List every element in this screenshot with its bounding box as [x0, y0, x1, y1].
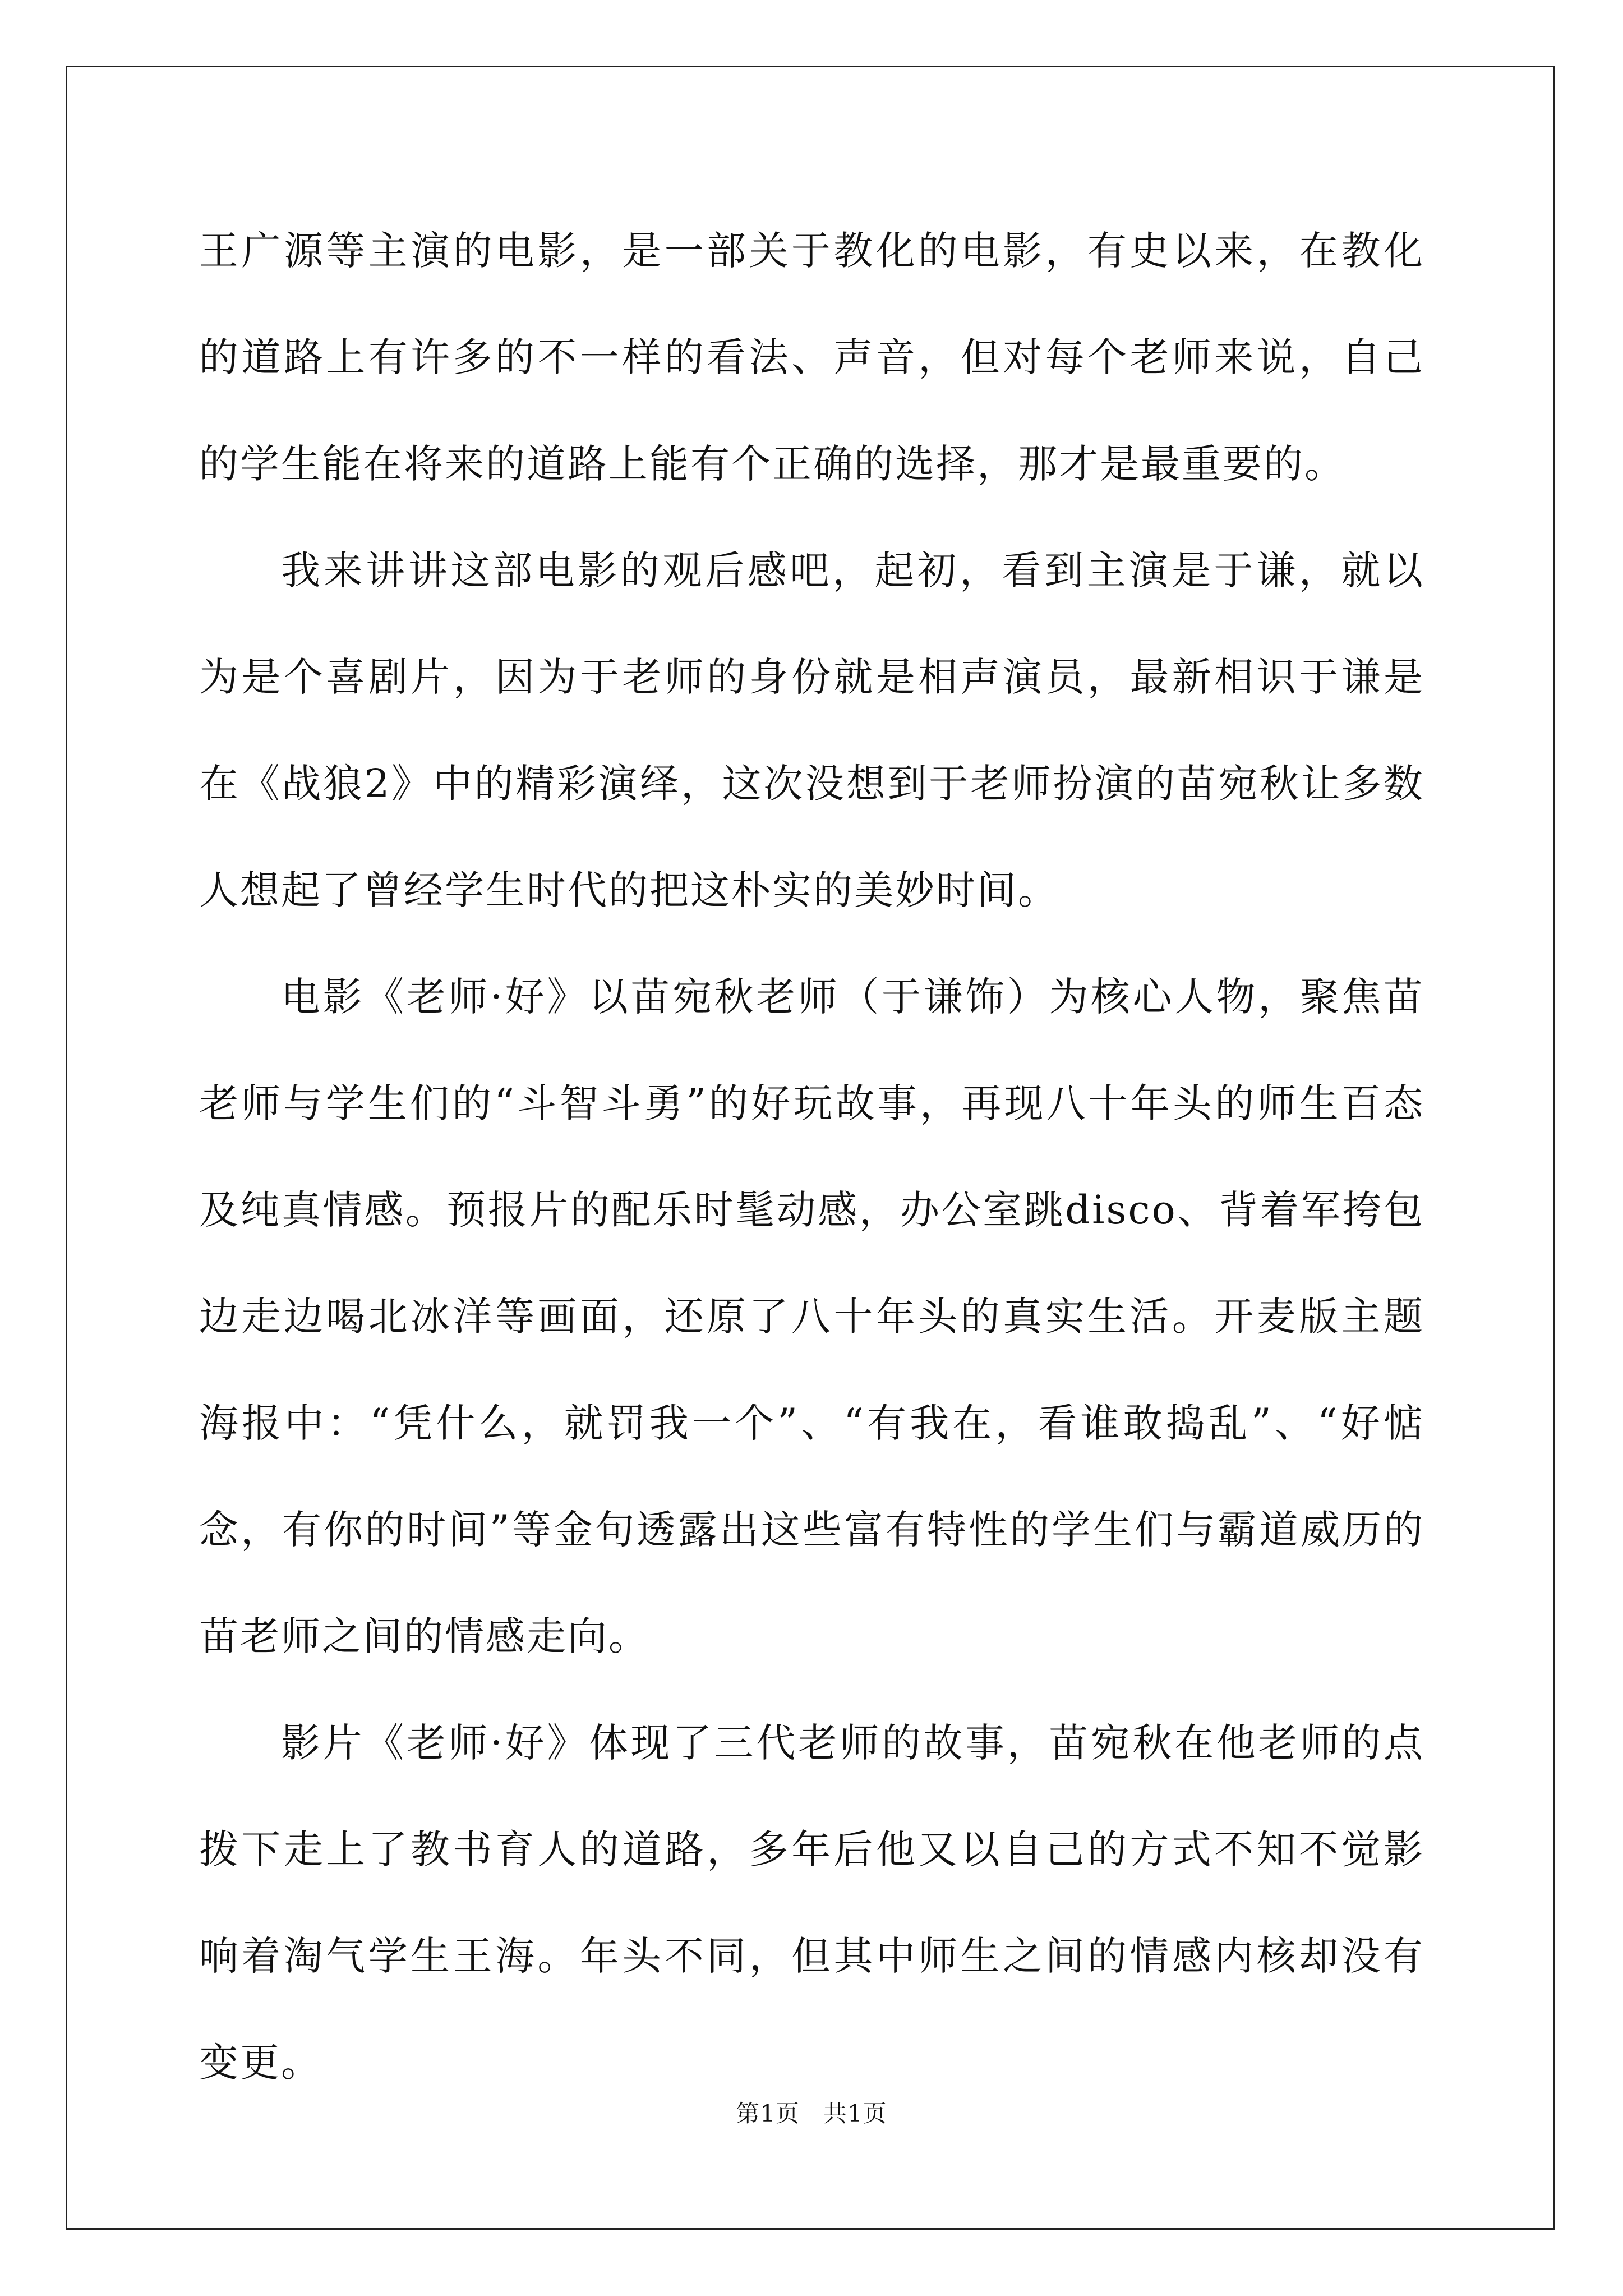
- paragraph-2: 我来讲讲这部电影的观后感吧，起初，看到主演是于谦，就以为是个喜剧片，因为于老师的身份就是相声演员，最新相识于谦是在《战狼2》中的精彩演绎，这次没想到于老师扮演的苗宛秋让多数人想起了曾经学生时代的把这朴实的美妙时间。: [199, 547, 1424, 913]
- paragraph-4: 影片《老师·好》体现了三代老师的故事，苗宛秋在他老师的点拨下走上了教书育人的道路，多年后他又以自己的方式不知不觉影响着淘气学生王海。年头不同，但其中师生之间的情感内核却没有变更。: [199, 1720, 1424, 2086]
- page-number: 第1页: [736, 2100, 800, 2127]
- paragraph-3: 电影《老师·好》以苗宛秋老师（于谦饰）为核心人物，聚焦苗老师与学生们的“斗智斗勇”的好玩故事，再现八十年头的师生百态及纯真情感。预报片的配乐时髦动感，办公室跳disco、背着军挎包边走边喝北冰洋等画面，还原了八十年头的真实生活。开麦版主题海报中：“凭什么，就罚我一个”、“有我在，看谁敢捣乱”、“好惦念，有你的时间”等金句透露出这些富有特性的学生们与霸道威历的苗老师之间的情感走向。: [199, 974, 1424, 1659]
- page-total: 共1页: [823, 2100, 887, 2127]
- paragraph-1: 王广源等主演的电影，是一部关于教化的电影，有史以来，在教化的道路上有许多的不一样的看法、声音，但对每个老师来说，自己的学生能在将来的道路上能有个正确的选择，那才是最重要的。: [199, 228, 1424, 487]
- page-footer: [0, 2095, 1623, 2129]
- document-body: [199, 197, 1424, 2116]
